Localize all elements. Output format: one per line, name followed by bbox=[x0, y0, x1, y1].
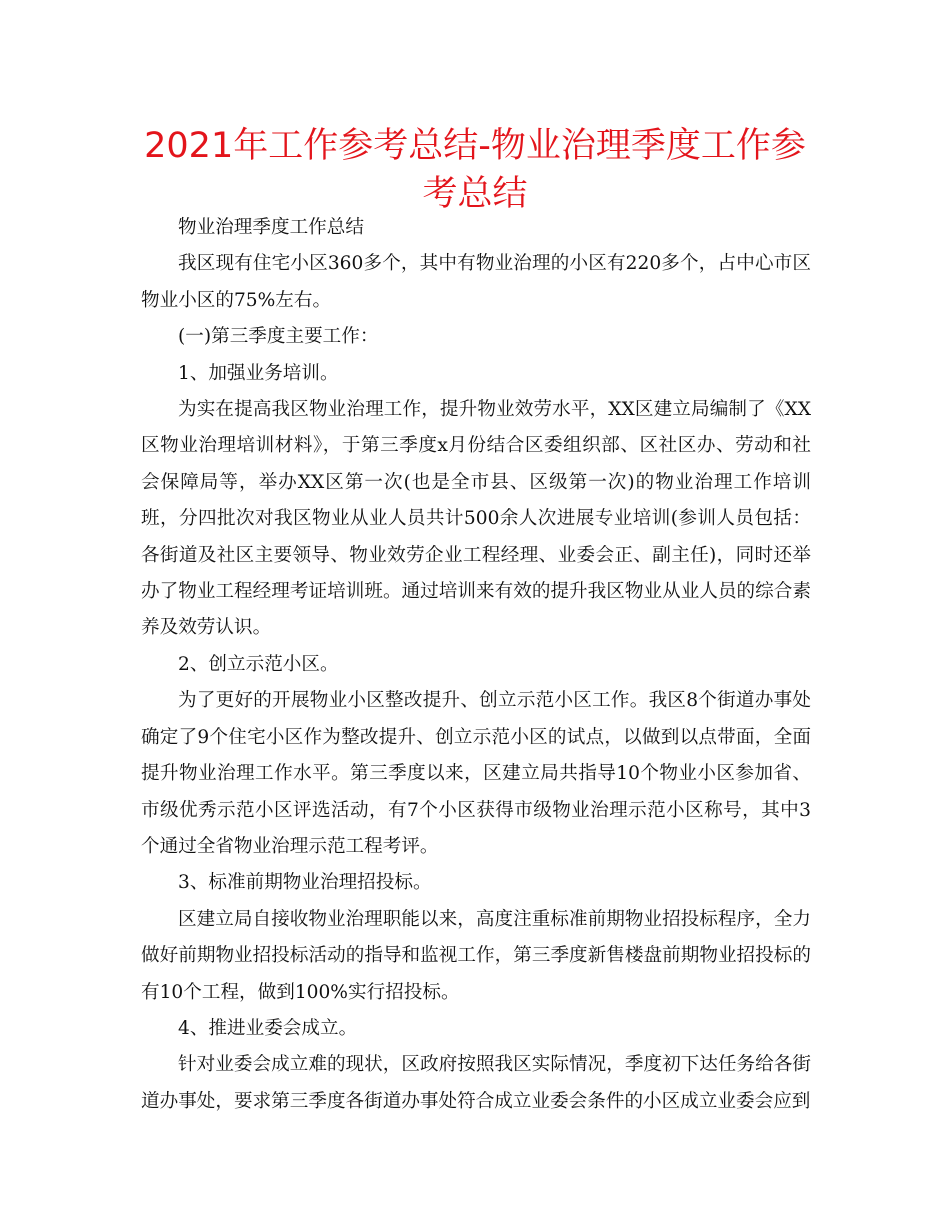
document-title: 2021年工作参考总结-物业治理季度工作参考总结 bbox=[144, 126, 806, 214]
paragraph-training: 为实在提高我区物业治理工作，提升物业效劳水平，XX区建立局编制了《XX区物业治理培训材料》，于第三季度x月份结合区委组织部、区社区办、劳动和社会保障局等，举办XX区第一次(也是全市县、区级第一次)的物业治理工作培训班，分四批次对我区物业从业人员共计500余人次进展专业培训(参训人员包括：各街道及社区主要领导、物业效劳企业工程经理、业委会正、副主任)，同时还举办了物业工程经理考证培训班。通过培训来有效的提升我区物业从业人员的综合素养及效劳认识。 bbox=[141, 399, 811, 639]
section-heading: (一)第三季度主要工作： bbox=[178, 326, 379, 348]
paragraph-overview: 我区现有住宅小区360多个，其中有物业治理的小区有220多个，占中心市区物业小区的75%左右。 bbox=[141, 253, 811, 311]
paragraph-demo-community: 为了更好的开展物业小区整改提升、创立示范小区工作。我区8个街道办事处确定了9个住宅小区作为整改提升、创立示范小区的试点，以做到以点带面，全面提升物业治理工作水平。第三季度以来，区建立局共指导10个物业小区参加省、市级优秀示范小区评选活动，有7个小区获得市级物业治理示范小区称号，其中3个通过全省物业治理示范工程考评。 bbox=[141, 690, 811, 857]
item-heading-1: 1、加强业务培训。 bbox=[178, 362, 339, 384]
item-heading-2: 2、创立示范小区。 bbox=[178, 653, 339, 675]
document-body bbox=[141, 210, 811, 1120]
paragraph-bidding: 区建立局自接收物业治理职能以来，高度注重标准前期物业招投标程序，全力做好前期物业招投标活动的指导和监视工作，第三季度新售楼盘前期物业招投标的有10个工程，做到100%实行招投标。 bbox=[141, 908, 811, 1003]
paragraph-subtitle: 物业治理季度工作总结 bbox=[178, 217, 364, 238]
item-heading-3: 3、标准前期物业治理招投标。 bbox=[178, 872, 432, 894]
item-heading-4: 4、推进业委会成立。 bbox=[178, 1017, 358, 1039]
paragraph-owners-committee: 针对业委会成立难的现状，区政府按照我区实际情况，季度初下达任务给各街道办事处，要求第三季度各街道办事处符合成立业委会条件的小区成立业委会应到 bbox=[141, 1054, 811, 1112]
